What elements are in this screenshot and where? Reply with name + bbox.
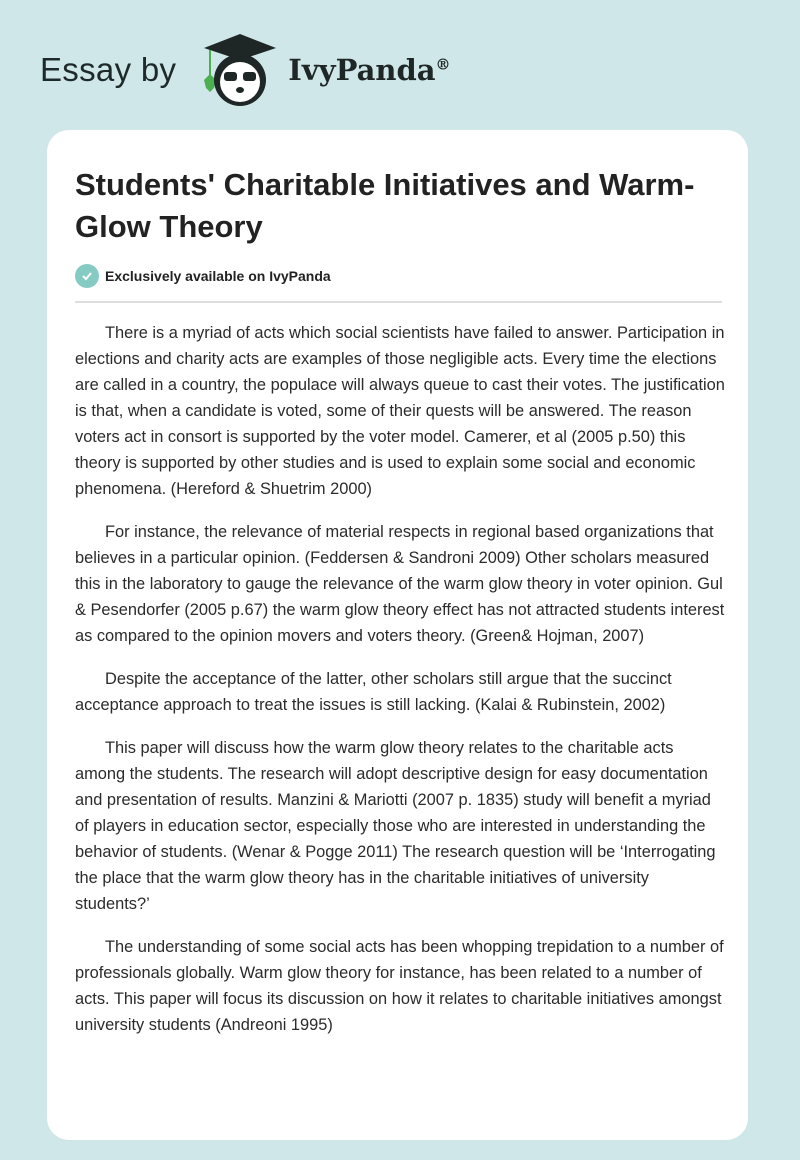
essay-card [47,130,748,1140]
paragraph: Despite the acceptance of the latter, other scholars still argue that the succinct acceptance approach to treat the issues is still lacking. (Kalai & Rubinstein, 2002) [75,670,672,714]
badge-text: Exclusively available on IvyPanda [105,268,331,284]
divider [75,301,722,303]
essay-body [75,320,725,1055]
exclusive-badge [75,264,331,288]
panda-logo-icon[interactable] [194,30,278,110]
brand-name[interactable]: IvyPanda® [288,53,451,87]
essay-by-label: Essay by [40,51,177,88]
check-icon [75,264,99,288]
paragraph: There is a myriad of acts which social scientists have failed to answer. Participation in elections and charity acts are examples of those negligible acts. Every time the elections are called in a country, the populace will always queue to cast their votes. The justification is that, when a candidate is voted, some of their quests will be answered. The reason voters act in consort is supported by the voter model. Camerer, et al (2005 p.50) this theory is supported by other studies and is used to explain some social and economic phenomena. (Hereford & Shuetrim 2000) [75,324,725,498]
paragraph: For instance, the relevance of material respects in regional based organizations that believes in a particular opinion. (Feddersen & Sandroni 2009) Other scholars measured this in the laboratory to gauge the relevance of the warm glow theory in voter opinion. Gul & Pesendorfer (2005 p.67) the warm glow theory effect has not attracted students interest as compared to the opinion movers and voters theory. (Green& Hojman, 2007) [75,523,725,645]
site-header [40,30,451,110]
paragraph: This paper will discuss how the warm glow theory relates to the charitable acts among the students. The research will adopt descriptive design for easy documentation and presentation of results. Manzini & Mariotti (2007 p. 1835) study will benefit a myriad of players in education sector, especially those who are interested in understanding the behavior of students. (Wenar & Pogge 2011) The research question will be ‘Interrogating the place that the warm glow theory has in the charitable initiatives of university students?’ [75,739,716,913]
paragraph: The understanding of some social acts has been whopping trepidation to a number of professionals globally. Warm glow theory for instance, has been related to a number of acts. This paper will focus its discussion on how it relates to charitable initiatives amongst university students (Andreoni 1995) [75,938,724,1034]
essay-title: Students' Charitable Initiatives and Warm-Glow Theory [75,167,695,244]
